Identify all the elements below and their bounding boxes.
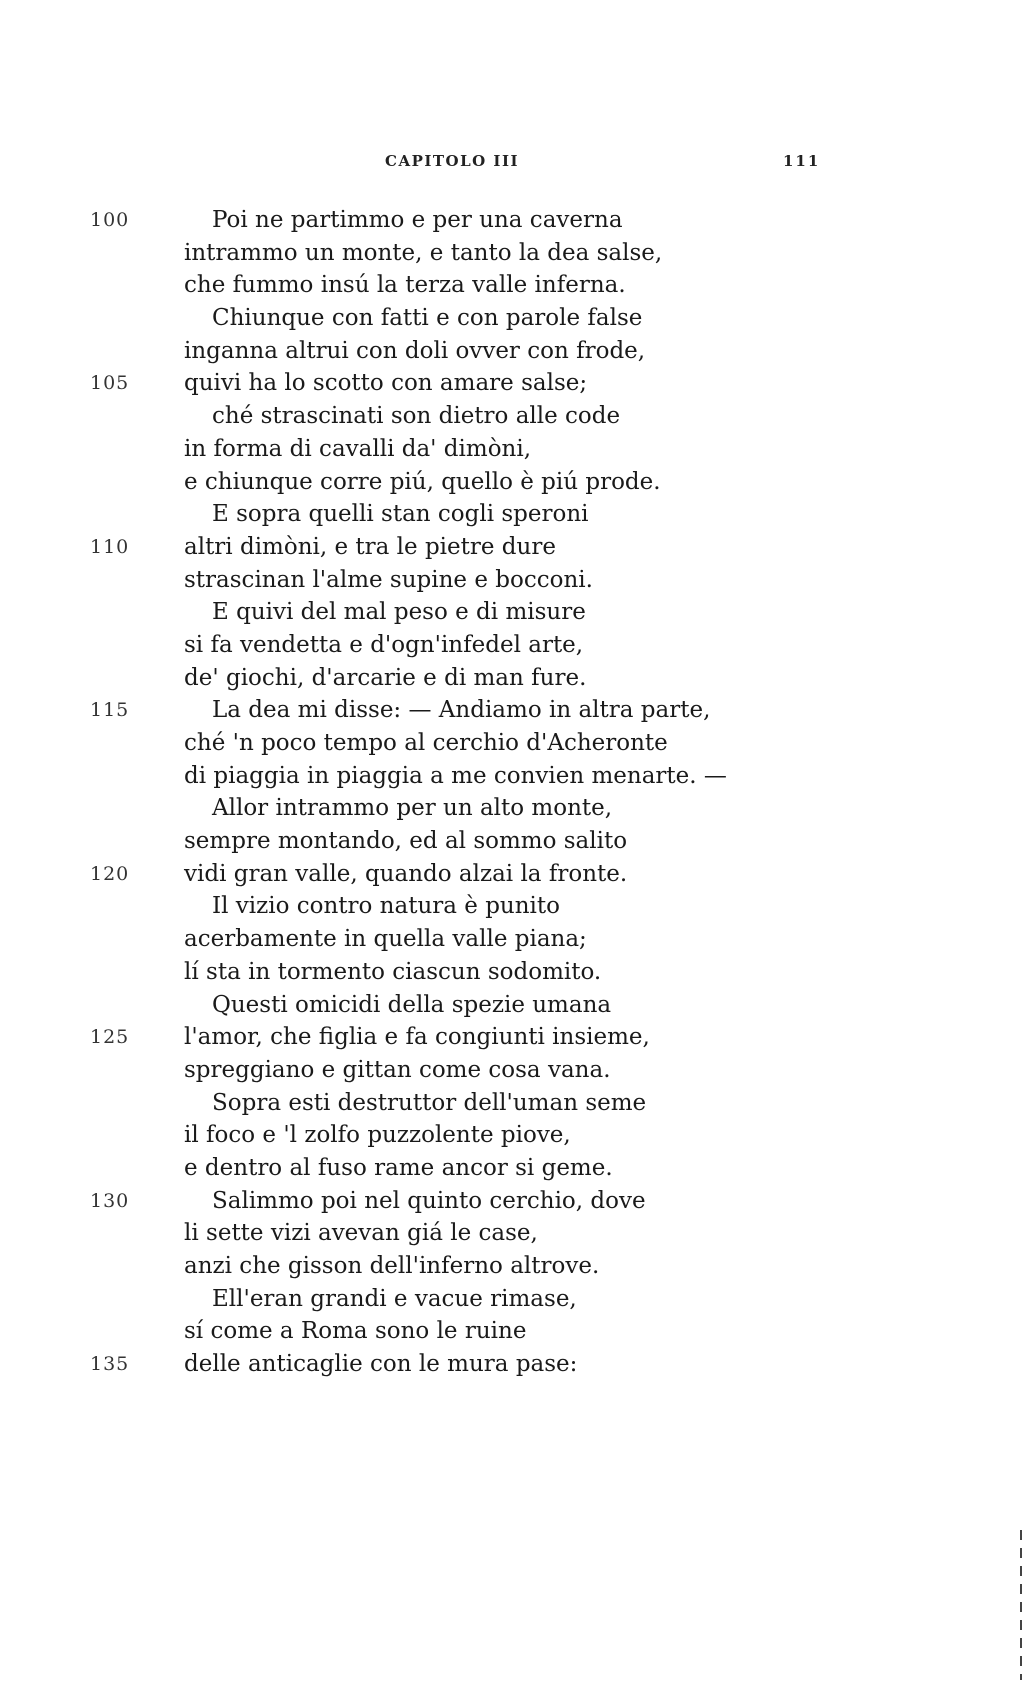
verse-line: [0, 1217, 1024, 1250]
verse-line: [0, 367, 1024, 400]
verse-line: [0, 237, 1024, 270]
verse-line: [0, 1283, 1024, 1316]
verse-line: [0, 890, 1024, 923]
verse-line: [0, 1054, 1024, 1087]
verse-line: [0, 792, 1024, 825]
verse-line: [0, 694, 1024, 727]
verse-text: intrammo un monte, e tanto la dea salse,: [184, 239, 663, 266]
verse-text: Il vizio contro natura è punito: [212, 893, 560, 920]
verse-number: 120: [90, 862, 130, 885]
verse-line: [0, 1152, 1024, 1185]
verse-line: [0, 466, 1024, 499]
running-head: [0, 152, 1024, 176]
verse-text: E quivi del mal peso e di misure: [212, 599, 586, 626]
verse-line: [0, 760, 1024, 793]
verse-text: delle anticaglie con le mura pase:: [184, 1351, 578, 1378]
verse-number: 100: [90, 209, 130, 231]
verse-number: 130: [90, 1189, 130, 1212]
verse-line: [0, 204, 1024, 237]
verse-text: di piaggia in piaggia a me convien menarte. —: [184, 762, 727, 789]
verse-line: [0, 1021, 1024, 1054]
verse-line: [0, 629, 1024, 662]
verse-text: altri dimòni, e tra le pietre dure: [184, 533, 556, 560]
verse-number: 125: [90, 1026, 130, 1049]
verse-line: [0, 727, 1024, 760]
verse-line: [0, 923, 1024, 956]
verse-line: [0, 662, 1024, 695]
verse-text: Ell'eran grandi e vacue rimase,: [212, 1285, 577, 1312]
verse-line: [0, 1185, 1024, 1218]
verse-text: e chiunque corre piú, quello è piú prode.: [184, 468, 661, 495]
verse-text: Questi omicidi della spezie umana: [212, 991, 612, 1018]
verse-text: ché strascinati son dietro alle code: [212, 403, 621, 430]
verse-number: 110: [90, 535, 130, 558]
verse-text: La dea mi disse: — Andiamo in altra parte,: [212, 697, 711, 724]
verse-text: vidi gran valle, quando alzai la fronte.: [184, 860, 628, 887]
verse-line: [0, 989, 1024, 1022]
verse-text: de' giochi, d'arcarie e di man fure.: [184, 664, 587, 691]
poem-body: [0, 204, 1024, 1381]
verse-text: li sette vizi avevan giá le case,: [184, 1220, 538, 1247]
verse-text: si fa vendetta e d'ogn'infedel arte,: [184, 631, 584, 658]
verse-line: [0, 433, 1024, 466]
verse-text: Poi ne partimmo e per una caverna: [212, 207, 623, 233]
verse-line: [0, 531, 1024, 564]
verse-line: [0, 1119, 1024, 1152]
verse-text: anzi che gisson dell'inferno altrove.: [184, 1253, 600, 1279]
page-edge-mark: [1020, 1530, 1022, 1680]
verse-text: ché 'n poco tempo al cerchio d'Acheronte: [184, 730, 668, 756]
verse-text: quivi ha lo scotto con amare salse;: [184, 370, 588, 397]
verse-text: in forma di cavalli da' dimòni,: [184, 435, 532, 462]
verse-number: 135: [90, 1353, 130, 1376]
verse-text: il foco e 'l zolfo puzzolente piove,: [184, 1122, 571, 1149]
verse-text: l'amor, che figlia e fa congiunti insieme,: [184, 1024, 650, 1051]
verse-text: Salimmo poi nel quinto cerchio, dove: [212, 1187, 646, 1214]
verse-text: strascinan l'alme supine e bocconi.: [184, 566, 593, 593]
verse-text: sí come a Roma sono le ruine: [184, 1318, 527, 1345]
verse-text: lí sta in tormento ciascun sodomito.: [184, 958, 602, 985]
verse-number: 115: [90, 699, 130, 722]
verse-text: Chiunque con fatti e con parole false: [212, 305, 643, 332]
verse-text: inganna altrui con doli ovver con frode,: [184, 337, 646, 364]
verse-text: spreggiano e gittan come cosa vana.: [184, 1056, 611, 1083]
verse-line: [0, 1315, 1024, 1348]
verse-line: [0, 956, 1024, 989]
verse-text: Allor intrammo per un alto monte,: [212, 795, 613, 822]
verse-line: [0, 858, 1024, 891]
verse-number: 105: [90, 372, 130, 395]
verse-line: [0, 1348, 1024, 1381]
verse-line: [0, 1087, 1024, 1120]
verse-text: acerbamente in quella valle piana;: [184, 926, 587, 953]
verse-text: e dentro al fuso rame ancor si geme.: [184, 1154, 613, 1181]
chapter-title: CAPITOLO III: [385, 152, 519, 170]
verse-line: [0, 498, 1024, 531]
verse-line: [0, 269, 1024, 302]
verse-text: E sopra quelli stan cogli speroni: [212, 501, 589, 528]
verse-line: [0, 1250, 1024, 1283]
verse-line: [0, 825, 1024, 858]
verse-line: [0, 564, 1024, 597]
verse-line: [0, 596, 1024, 629]
verse-text: Sopra esti destruttor dell'uman seme: [212, 1089, 647, 1116]
verse-line: [0, 335, 1024, 368]
verse-text: che fummo insú la terza valle inferna.: [184, 272, 626, 299]
verse-text: sempre montando, ed al sommo salito: [184, 828, 628, 855]
verse-line: [0, 302, 1024, 335]
page-number: 111: [783, 152, 821, 170]
verse-line: [0, 400, 1024, 433]
